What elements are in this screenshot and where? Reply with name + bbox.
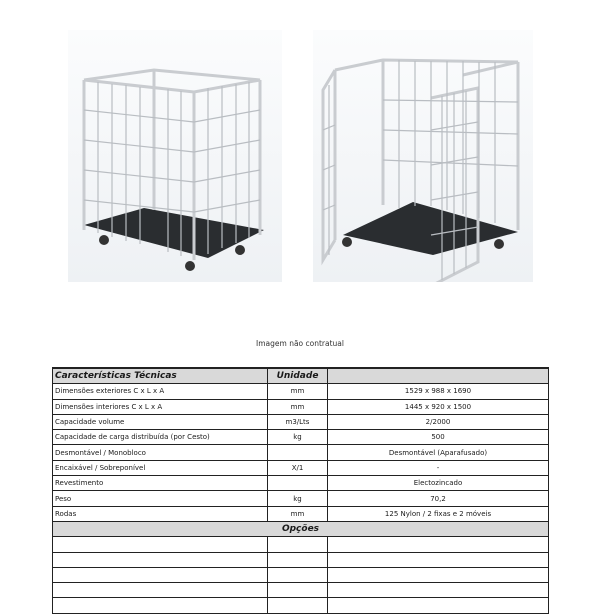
header-unit: Unidade	[268, 368, 328, 384]
row-feature: Dimensões exteriores C x L x A	[53, 384, 268, 399]
empty-cell	[268, 583, 328, 598]
options-row	[53, 552, 549, 567]
empty-cell	[268, 537, 328, 552]
empty-cell	[328, 552, 549, 567]
wheel	[342, 237, 352, 247]
row-value: Desmontável (Aparafusado)	[328, 445, 549, 460]
header-value	[328, 368, 549, 384]
options-row	[53, 583, 549, 598]
roll-cage-closed-illustration	[68, 30, 282, 282]
header-feature: Características Técnicas	[53, 368, 268, 384]
row-unit	[268, 445, 328, 460]
row-feature: Encaixável / Sobreponível	[53, 460, 268, 475]
empty-cell	[268, 598, 328, 613]
row-feature: Peso	[53, 491, 268, 506]
row-unit: kg	[268, 491, 328, 506]
empty-cell	[53, 567, 268, 582]
wheel	[494, 239, 504, 249]
table-row	[53, 491, 549, 506]
empty-cell	[268, 567, 328, 582]
row-unit: mm	[268, 399, 328, 414]
table-row	[53, 476, 549, 491]
row-feature: Capacidade volume	[53, 414, 268, 429]
row-value: 125 Nylon / 2 fixas e 2 móveis	[328, 506, 549, 521]
empty-cell	[268, 552, 328, 567]
wheel	[185, 261, 195, 271]
table-row	[53, 445, 549, 460]
table-row	[53, 414, 549, 429]
row-value: 70,2	[328, 491, 549, 506]
empty-cell	[328, 598, 549, 613]
technical-spec-table	[52, 367, 549, 614]
row-unit: m3/Lts	[268, 414, 328, 429]
row-value: 1529 x 988 x 1690	[328, 384, 549, 399]
empty-cell	[53, 537, 268, 552]
options-row	[53, 598, 549, 613]
options-row	[53, 567, 549, 582]
row-feature: Capacidade de carga distribuída (por Cesto)	[53, 430, 268, 445]
empty-cell	[328, 567, 549, 582]
row-feature: Rodas	[53, 506, 268, 521]
options-label: Opções	[53, 521, 549, 536]
roll-cage-open-illustration	[313, 30, 533, 282]
image-caption: Imagem não contratual	[256, 339, 344, 348]
row-unit	[268, 476, 328, 491]
row-value: -	[328, 460, 549, 475]
row-unit: mm	[268, 384, 328, 399]
table-header-row	[53, 368, 549, 384]
row-feature: Desmontável / Monobloco	[53, 445, 268, 460]
product-photo-closed	[68, 30, 282, 282]
row-unit: mm	[268, 506, 328, 521]
row-feature: Dimensões interiores C x L x A	[53, 399, 268, 414]
empty-cell	[328, 537, 549, 552]
table-row	[53, 430, 549, 445]
row-value: Electozincado	[328, 476, 549, 491]
empty-cell	[53, 552, 268, 567]
row-feature: Revestimento	[53, 476, 268, 491]
table-row	[53, 506, 549, 521]
wheel	[235, 245, 245, 255]
wheel	[99, 235, 109, 245]
empty-cell	[328, 583, 549, 598]
product-photo-open	[313, 30, 533, 282]
options-header-row	[53, 521, 549, 536]
row-unit: kg	[268, 430, 328, 445]
cage-floor	[343, 202, 518, 255]
row-unit: X/1	[268, 460, 328, 475]
row-value: 2/2000	[328, 414, 549, 429]
table-row	[53, 399, 549, 414]
table-row	[53, 384, 549, 399]
table-row	[53, 460, 549, 475]
empty-cell	[53, 598, 268, 613]
options-row	[53, 537, 549, 552]
empty-cell	[53, 583, 268, 598]
row-value: 1445 x 920 x 1500	[328, 399, 549, 414]
row-value: 500	[328, 430, 549, 445]
